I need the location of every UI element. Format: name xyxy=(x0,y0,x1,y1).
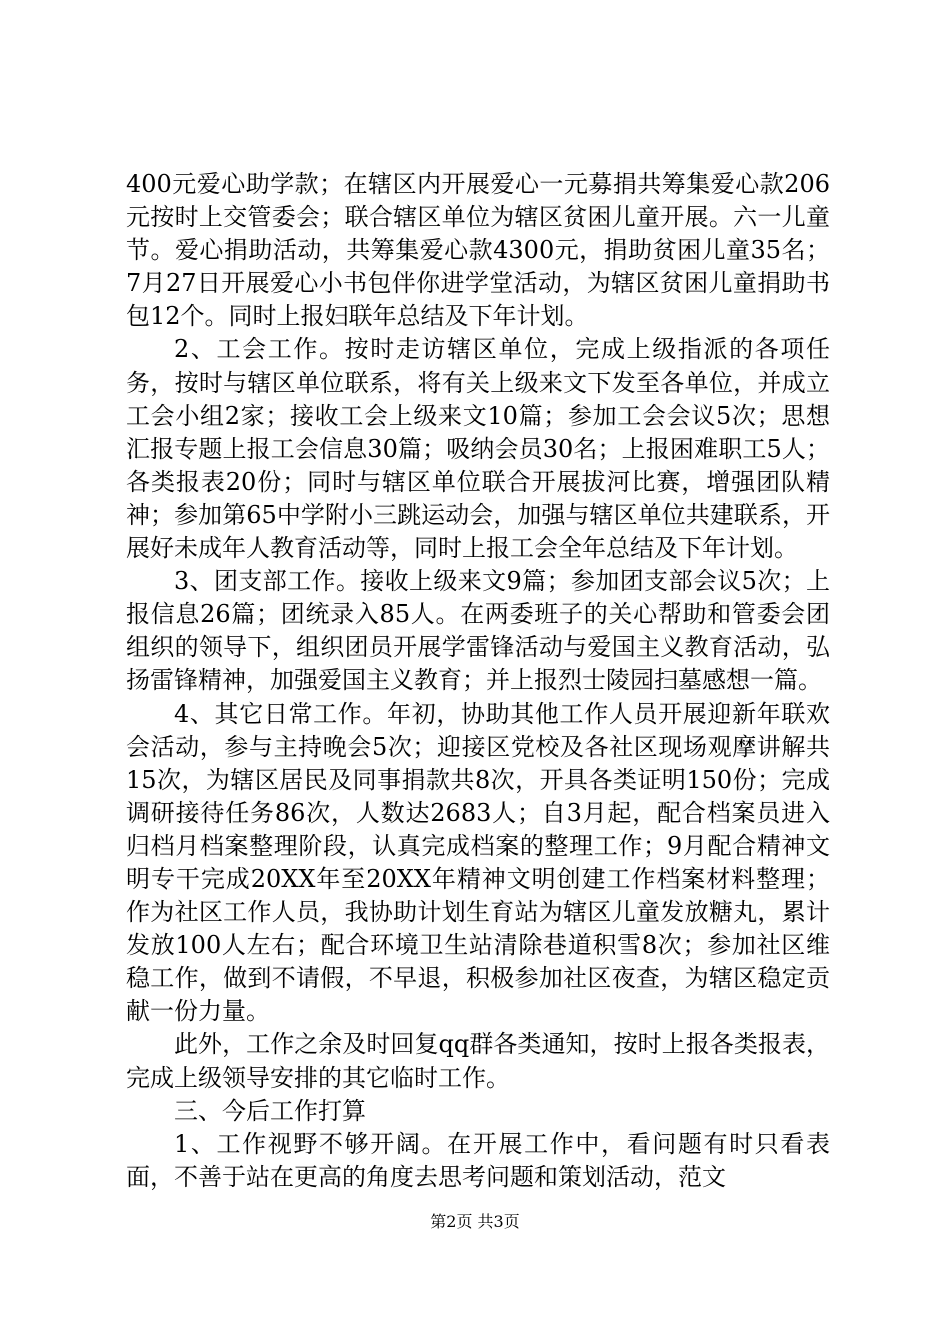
page-footer: 第2页 共3页 xyxy=(430,1212,520,1231)
paragraph-5: 此外，工作之余及时回复qq群各类通知，按时上报各类报表，完成上级领导安排的其它临时工作。 xyxy=(126,1030,830,1092)
paragraph-4: 4、其它日常工作。年初，协助其他工作人员开展迎新年联欢会活动，参与主持晚会5次；迎接区党校及各社区现场观摩讲解共15次，为辖区居民及同事捐款共8次，开具各类证明150份；完成调研接待任务86次，人数达2683人；自3月起，配合档案员进入归档月档案整理阶段，认真完成档案的整理工作；9月配合精神文明专干完成20XX年至20XX年精神文明创建工作档案材料整理；作为社区工作人员，我协助计划生育站为辖区儿童发放糖丸，累计发放100人左右；配合环境卫生站清除巷道积雪8次；参加社区维稳工作，做到不请假，不早退，积极参加社区夜查，为辖区稳定贡献一份力量。 xyxy=(126,699,830,1026)
document-body xyxy=(126,168,830,1194)
paragraph-3: 3、团支部工作。接收上级来文9篇；参加团支部会议5次；上报信息26篇；团统录入85人。在两委班子的关心帮助和管委会团组织的领导下，组织团员开展学雷锋活动与爱国主义教育活动，弘扬雷锋精神，加强爱国主义教育；并上报烈士陵园扫墓感想一篇。 xyxy=(126,567,830,695)
section-heading: 三、今后工作打算 xyxy=(174,1096,366,1125)
paragraph-6: 1、工作视野不够开阔。在开展工作中，看问题有时只看表面，不善于站在更高的角度去思考问题和策划活动，范文 xyxy=(126,1129,830,1191)
paragraph-2: 2、工会工作。按时走访辖区单位，完成上级指派的各项任务，按时与辖区单位联系，将有关上级来文下发至各单位，并成立工会小组2家；接收工会上级来文10篇；参加工会会议5次；思想汇报专题上报工会信息30篇；吸纳会员30名；上报困难职工5人；各类报表20份；同时与辖区单位联合开展拔河比赛，增强团队精神；参加第65中学附小三跳运动会，加强与辖区单位共建联系，开展好未成年人教育活动等，同时上报工会全年总结及下年计划。 xyxy=(126,335,830,563)
paragraph-1: 400元爱心助学款；在辖区内开展爱心一元募捐共筹集爱心款206元按时上交管委会；联合辖区单位为辖区贫困儿童开展。六一儿童节。爱心捐助活动，共筹集爱心款4300元，捐助贫困儿童35名；7月27日开展爱心小书包伴你进学堂活动，为辖区贫困儿童捐助书包12个。同时上报妇联年总结及下年计划。 xyxy=(126,170,830,331)
